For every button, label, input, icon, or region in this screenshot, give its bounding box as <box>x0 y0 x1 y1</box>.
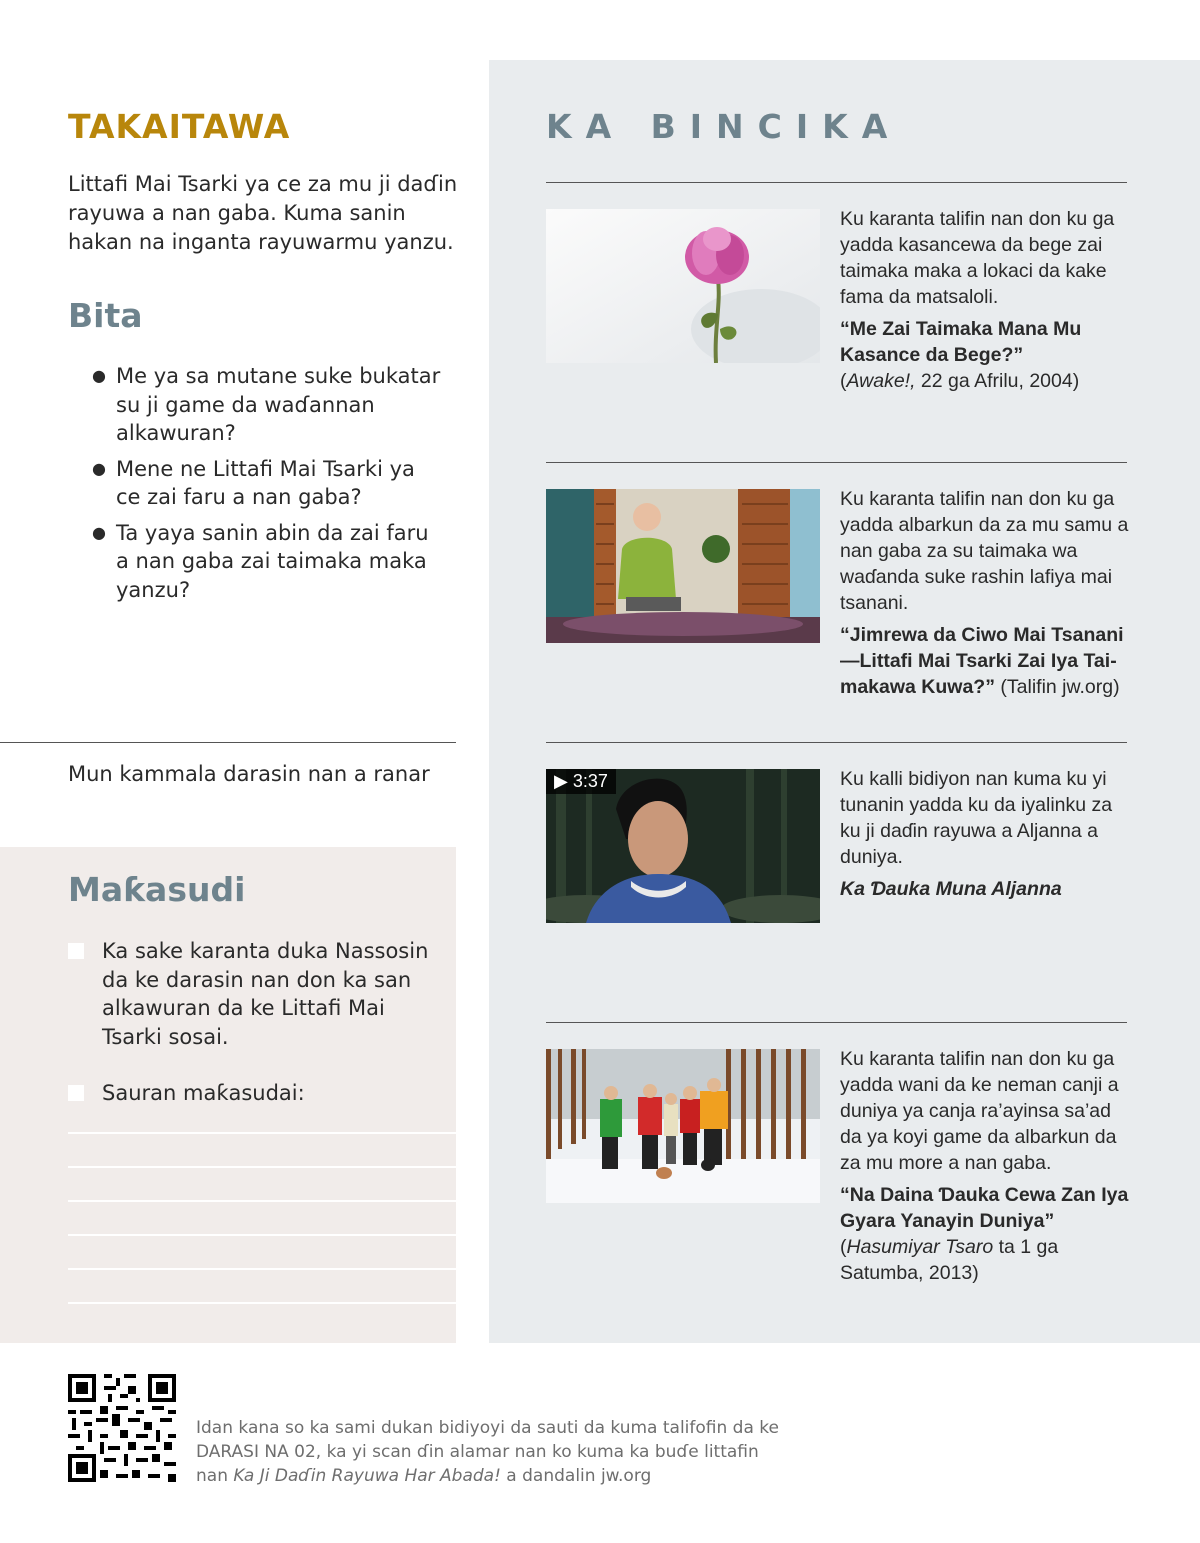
qr-code-icon[interactable] <box>68 1374 176 1482</box>
card-1-text <box>840 206 1130 394</box>
goals-title: Maƙasudi <box>68 870 246 909</box>
card-3-description: Ku kalli bidiyon nan kuma ku yi tunanin yadda ku da iyalinku za ku ji daɗin rayuwa a Aljanna a duniya. <box>840 768 1113 868</box>
review-item-text: Ta yaya sanin abin da zai faru a nan gaba zai taimaka maka yanzu? <box>116 520 429 602</box>
footer-text-before: Idan kana so ka sami dukan bidiyoyi da sauti da kuma talifofin da ke DARASI NA 02, ka yi scan ɗin alamar nan ko kuma ka buɗe littafin nan <box>196 1418 779 1486</box>
footer-text <box>196 1416 796 1488</box>
write-line <box>68 1200 456 1202</box>
write-line <box>68 1132 456 1134</box>
card-3-text <box>840 766 1130 902</box>
review-item-text: Me ya sa mutane suke bukatar su ji game da waɗannan alkawuran? <box>116 364 441 445</box>
review-item-text: Mene ne Littafi Mai Tsarki ya ce zai faru a nan gaba? <box>116 456 415 509</box>
divider <box>546 462 1127 463</box>
flower-image <box>546 209 820 363</box>
footer-book-title: Ka Ji Daɗin Rayuwa Har Abada! <box>233 1466 501 1486</box>
review-item: ● Ta yaya sanin abin da zai faru a nan gaba zai taimaka maka yanzu? <box>92 520 429 602</box>
card-2-reference[interactable] <box>840 622 1130 700</box>
card-1-reference[interactable] <box>840 316 1130 394</box>
review-item: ● Mene ne Littafi Mai Tsarki ya ce zai faru a nan gaba? <box>92 456 415 509</box>
card-1-ref-title[interactable]: “Me Zai Taimaka Mana Mu Kasance da Bege?” <box>840 318 1082 366</box>
goal-item <box>68 1079 438 1108</box>
completion-date-label: Mun kammala darasin nan a ranar <box>68 762 430 786</box>
card-4-ref-source: Hasumiyar Tsaro <box>846 1236 994 1258</box>
card-2-ref-rest: (Talifin jw.org) <box>994 676 1120 698</box>
card-3-ref-title[interactable]: Ka Ɗauka Muna Aljanna <box>840 878 1062 900</box>
card-4-ref-title[interactable]: “Na Daina Ɗauka Cewa Zan Iya Gyara Yanayin Duniya” <box>840 1184 1129 1232</box>
summary-title: TAKAITAWA <box>68 107 291 146</box>
explore-title: KA BINCIKA <box>546 107 902 146</box>
goal-item-text: Ka sake karanta duka Nassosin da ke darasin nan don ka san alkawuran da ke Littafi Mai Tsarki sosai. <box>102 939 429 1049</box>
video-thumbnail[interactable] <box>546 769 820 923</box>
card-2-description: Ku karanta talifin nan don ku ga yadda albarkun da za mu samu a nan gaba za su taimaka wa waɗanda suke rashin lafiya mai tsanani. <box>840 488 1129 614</box>
checkbox-icon[interactable] <box>68 943 84 959</box>
checkbox-icon[interactable] <box>68 1085 84 1101</box>
review-list <box>92 362 442 611</box>
man-window-image <box>546 489 820 643</box>
card-4-reference[interactable] <box>840 1182 1130 1286</box>
review-title: Bita <box>68 296 143 335</box>
card-1-description: Ku karanta talifin nan don ku ga yadda kasancewa da bege zai taimaka maka a lokaci da kake fama da matsaloli. <box>840 208 1115 308</box>
card-2-text <box>840 486 1130 700</box>
card-4-ref-rest: ta 1 ga Satumba, 2013) <box>840 1236 1059 1284</box>
divider <box>0 742 456 743</box>
snow-walk-image <box>546 1049 820 1203</box>
divider <box>546 1022 1127 1023</box>
write-line <box>68 1268 456 1270</box>
footer-text-after: a dandalin jw.org <box>500 1466 652 1486</box>
divider <box>546 182 1127 183</box>
snow-walk-thumbnail[interactable] <box>546 1049 820 1203</box>
write-line <box>68 1166 456 1168</box>
goal-item <box>68 937 438 1051</box>
divider <box>546 742 1127 743</box>
card-1-ref-source: Awake!, <box>846 370 916 392</box>
summary-text: Littafi Mai Tsarki ya ce za mu ji daɗin rayuwa a nan gaba. Kuma sanin hakan na inganta rayuwarmu yanzu. <box>68 172 458 254</box>
card-4-ref-open: ( <box>840 1236 847 1258</box>
man-window-thumbnail[interactable] <box>546 489 820 643</box>
goal-item-text: Sauran maƙasudai: <box>102 1081 305 1105</box>
card-3-reference[interactable] <box>840 876 1130 902</box>
write-line <box>68 1302 456 1304</box>
video-duration-badge: ▶ 3:37 <box>546 769 616 794</box>
qr-code-graphic <box>68 1374 176 1482</box>
flower-thumbnail[interactable] <box>546 209 820 363</box>
card-2-ref-title[interactable]: “Jimrewa da Ciwo Mai Tsanani —Littafi Mai Tsarki Zai Iya Taimakawa Kuwa?” <box>840 624 1124 698</box>
card-1-ref-rest: 22 ga Afrilu, 2004) <box>915 370 1080 392</box>
card-4-text <box>840 1046 1130 1286</box>
review-item: ● Me ya sa mutane suke bukatar su ji game da waɗannan alkawuran? <box>92 364 441 445</box>
card-4-description: Ku karanta talifin nan don ku ga yadda wani da ke neman canji a duniya ya canja ra’ayinsa sa’ad da ya koyi game da albarkun da za mu more a nan gaba. <box>840 1048 1119 1174</box>
card-1-ref-open: ( <box>840 370 847 392</box>
write-line <box>68 1234 456 1236</box>
